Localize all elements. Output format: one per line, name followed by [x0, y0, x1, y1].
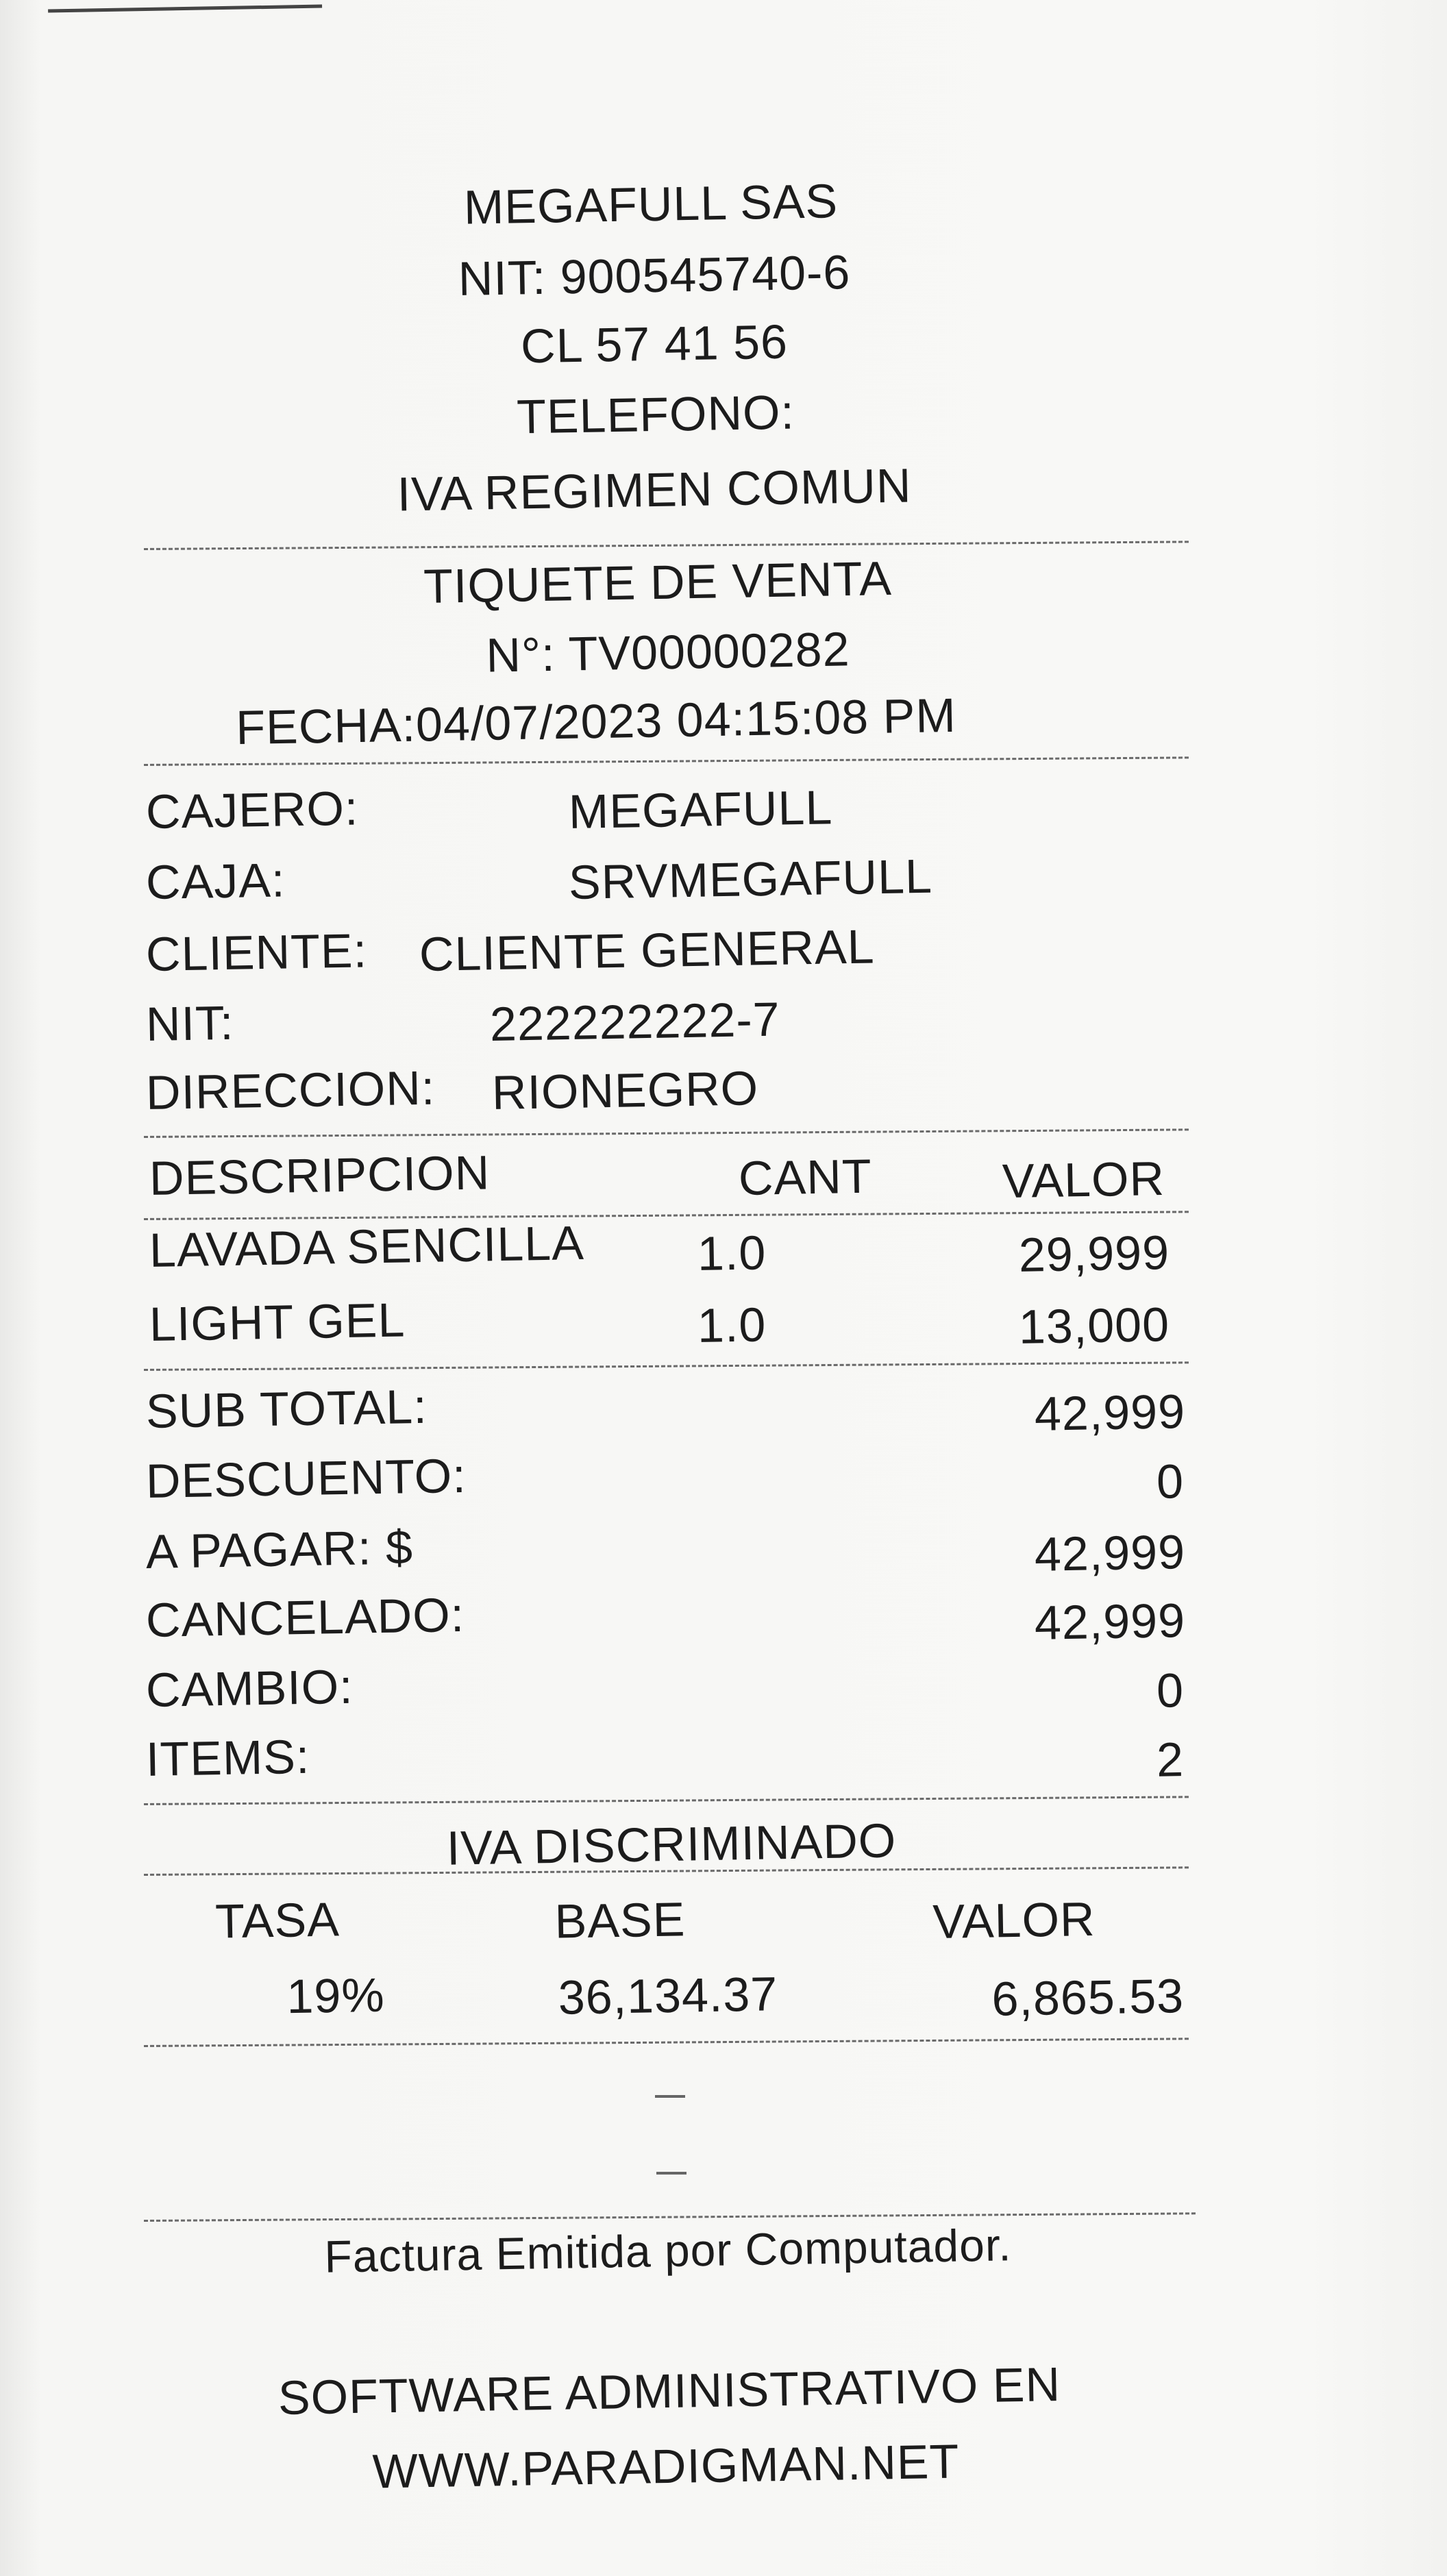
cashier-value: MEGAFULL — [568, 780, 833, 839]
item-quantity: 1.0 — [697, 1226, 767, 1280]
blank-line-mark — [655, 2095, 685, 2098]
item-quantity: 1.0 — [697, 1298, 767, 1352]
nit-value: 222222222-7 — [489, 992, 781, 1051]
software-line-1: SOFTWARE ADMINISTRATIVO EN — [277, 2357, 1061, 2425]
item-value: 13,000 — [1018, 1298, 1170, 1354]
iva-base: 36,134.37 — [558, 1967, 778, 2024]
divider — [144, 1211, 1189, 1220]
divider — [144, 1796, 1189, 1805]
company-name: MEGAFULL SAS — [463, 174, 839, 234]
discount-label: DESCUENTO: — [145, 1448, 467, 1508]
blank-line-mark — [656, 2172, 687, 2175]
iva-value: 6,865.53 — [991, 1969, 1185, 2026]
items-count-label: ITEMS: — [145, 1729, 311, 1786]
item-description: LIGHT GEL — [149, 1293, 406, 1351]
cashier-label: CAJERO: — [145, 781, 360, 839]
client-label: CLIENTE: — [145, 924, 368, 981]
col-header-description: DESCRIPCION — [149, 1145, 491, 1205]
amount-due-label: A PAGAR: $ — [145, 1520, 414, 1578]
iva-header-rate: TASA — [214, 1892, 341, 1948]
divider — [144, 541, 1189, 550]
paper-edge-mark — [48, 0, 322, 12]
amount-due-value: 42,999 — [1034, 1525, 1186, 1581]
nit-label: NIT: — [145, 995, 235, 1051]
paid-value: 42,999 — [1034, 1594, 1186, 1650]
tax-regime: IVA REGIMEN COMUN — [396, 458, 913, 521]
iva-header-value: VALOR — [932, 1892, 1096, 1949]
company-nit: NIT: 900545740-6 — [458, 245, 851, 306]
iva-header-base: BASE — [554, 1892, 687, 1948]
client-value: CLIENTE GENERAL — [419, 919, 876, 981]
divider — [144, 1361, 1189, 1371]
register-label: CAJA: — [145, 853, 286, 909]
ticket-date: FECHA:04/07/2023 04:15:08 PM — [235, 688, 957, 755]
item-description: LAVADA SENCILLA — [149, 1215, 585, 1277]
col-header-quantity: CANT — [738, 1149, 873, 1205]
address-label: DIRECCION: — [145, 1061, 436, 1119]
items-count-value: 2 — [1156, 1733, 1185, 1787]
ticket-type: TIQUETE DE VENTA — [423, 552, 893, 613]
computer-invoice-note: Factura Emitida por Computador. — [323, 2219, 1013, 2282]
discount-value: 0 — [1156, 1454, 1185, 1509]
col-header-value: VALOR — [1002, 1152, 1165, 1209]
paid-label: CANCELADO: — [145, 1587, 465, 1647]
change-value: 0 — [1156, 1663, 1185, 1718]
company-phone: TELEFONO: — [516, 385, 795, 444]
software-line-2: WWW.PARADIGMAN.NET — [372, 2434, 960, 2499]
register-value: SRVMEGAFULL — [568, 849, 933, 909]
divider — [144, 2212, 1196, 2222]
subtotal-value: 42,999 — [1034, 1385, 1186, 1441]
address-value: RIONEGRO — [491, 1061, 759, 1119]
divider — [144, 2038, 1189, 2047]
subtotal-label: SUB TOTAL: — [145, 1379, 428, 1438]
iva-title: IVA DISCRIMINADO — [446, 1813, 897, 1875]
iva-rate: 19% — [286, 1968, 386, 2024]
change-label: CAMBIO: — [145, 1659, 354, 1717]
ticket-number: N°: TV00000282 — [485, 622, 851, 682]
divider — [144, 756, 1189, 766]
item-value: 29,999 — [1018, 1226, 1170, 1282]
company-address: CL 57 41 56 — [520, 314, 789, 373]
divider — [144, 1128, 1189, 1138]
